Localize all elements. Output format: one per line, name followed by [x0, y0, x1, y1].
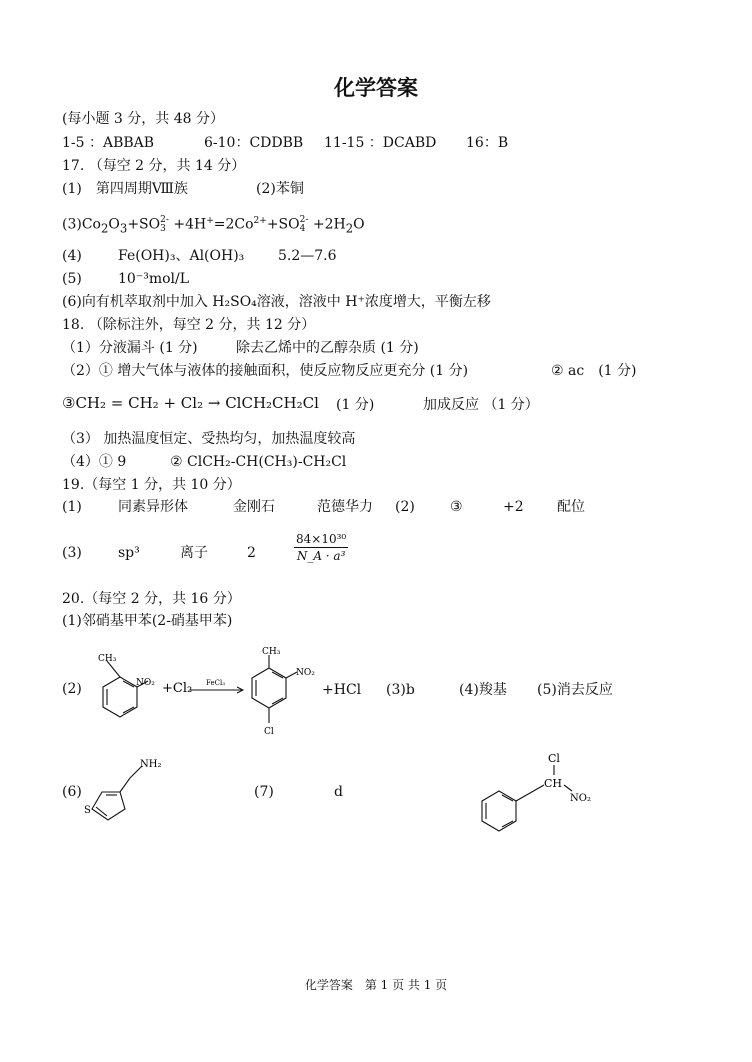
- fraction-numerator: 84×10³⁰: [296, 532, 347, 546]
- no2-label: NO₂: [296, 668, 315, 678]
- q20-answer-4: (4)羧基: [459, 682, 507, 698]
- mc-answer-16: 16：B: [466, 135, 509, 151]
- q17-answer-4: Fe(OH)₃、Al(OH)₃: [118, 248, 245, 264]
- q18-answer-3: （3） 加热温度恒定、受热均匀，加热温度较高: [62, 431, 356, 447]
- mc-answers-11-15: 11-15 ：DCABD: [324, 135, 437, 151]
- q17-answer-3-equation: [62, 212, 365, 237]
- q19-cell: (1): [62, 499, 82, 515]
- q19-cell: 同素异形体: [118, 499, 188, 515]
- q20-answer-6-label: (6): [62, 784, 82, 800]
- cl-label: Cl: [264, 727, 274, 737]
- no2-label: NO₂: [570, 793, 591, 804]
- fraction-denominator: N_A · a³: [296, 549, 346, 563]
- q17-answer-6: (6)向有机萃取剂中加入 H₂SO₄溶液，溶液中 H⁺浓度增大，平衡左移: [62, 294, 491, 310]
- eq-part: +4H: [168, 216, 207, 233]
- q19-cell: 金刚石: [233, 499, 275, 515]
- q18-answer-2a: （2）① 增大气体与液体的接触面积，使反应物反应更充分 (1 分): [62, 363, 469, 379]
- q19-number: 2: [247, 545, 256, 561]
- eq-charge: 2+: [253, 216, 267, 226]
- q20-answer-7-label: (7): [254, 784, 274, 800]
- q19-cell: (2): [395, 499, 415, 515]
- hcl-product: +HCl: [322, 682, 362, 698]
- eq-part: =2Co: [213, 216, 254, 233]
- q19-crystal-type: 离子: [180, 545, 208, 561]
- ch3-label: CH₃: [98, 654, 117, 664]
- eq-part: O: [353, 216, 365, 233]
- q18-equation-points: (1 分): [336, 397, 375, 413]
- q18-answer-1a: （1）分液漏斗 (1 分): [62, 340, 198, 356]
- eq-part: +SO: [127, 216, 161, 233]
- eq-part: +SO: [266, 216, 300, 233]
- eq-part: O: [108, 216, 120, 233]
- page-footer: 化学答案 第 1 页 共 1 页: [304, 978, 448, 992]
- q18-answer-1b: 除去乙烯中的乙醇杂质 (1 分): [236, 340, 419, 356]
- mc-answers-1-5: 1-5 ：ABBAB: [62, 135, 155, 151]
- chlorine-reagent: +Cl₂: [162, 681, 193, 696]
- thiophene-methylamine-structure: [80, 752, 170, 827]
- q20-answer-1: (1)邻硝基甲苯(2-硝基甲苯): [62, 613, 233, 629]
- page-title: 化学答案: [334, 76, 418, 100]
- eq-part: +2H: [308, 216, 346, 233]
- q18-answer-equation: ③CH₂ = CH₂ + Cl₂ → ClCH₂CH₂Cl: [62, 394, 319, 412]
- o-nitrotoluene-structure: [103, 661, 148, 717]
- q17-answer-1: (1) 第四周期Ⅷ族: [62, 181, 188, 197]
- eq-sub: 2: [100, 221, 109, 236]
- section-intro: (每小题 3 分，共 48 分）: [62, 111, 224, 127]
- eq-charge: 2-: [160, 214, 169, 225]
- ch-label: CH: [544, 777, 563, 790]
- eq-sub: 4: [299, 223, 306, 234]
- q19-cell: +2: [503, 499, 524, 515]
- q20-answer-5: (5)消去反应: [537, 682, 613, 698]
- no2-label: NO₂: [136, 678, 155, 688]
- q19-cell: 范德华力: [317, 499, 373, 515]
- eq-charge: +: [206, 216, 214, 226]
- q19-cell: 配位: [557, 499, 585, 515]
- q17-header: 17. （每空 2 分，共 14 分）: [62, 158, 246, 174]
- q17-answer-4-range: 5.2—7.6: [278, 248, 337, 264]
- q20-answer-2-label: (2): [62, 681, 82, 697]
- eq-sub: 2: [345, 221, 354, 236]
- q18-header: 18. （除标注外，每空 2 分，共 12 分）: [62, 317, 316, 333]
- q17-answer-5-label: (5): [62, 271, 82, 287]
- q19-hybridization: sp³: [118, 545, 140, 561]
- q20-answer-3: (3)b: [386, 682, 415, 698]
- q17-answer-5: 10⁻³mol/L: [118, 271, 190, 287]
- sulfur-label: S: [84, 805, 91, 816]
- q18-answer-2b: ② ac (1 分): [551, 363, 637, 379]
- density-fraction: [294, 532, 348, 563]
- q18-answer-4a: （4）① 9: [62, 454, 127, 470]
- q19-cell: ③: [450, 499, 463, 515]
- eq-sub: 3: [160, 223, 166, 234]
- eq-sub: 3: [119, 221, 128, 236]
- eq-part: (3)Co: [62, 216, 101, 233]
- q17-answer-2: (2)苯铜: [256, 181, 304, 197]
- catalyst-label: FeCl₃: [206, 679, 226, 687]
- q18-answer-4b: ② ClCH₂-CH(CH₃)-CH₂Cl: [170, 454, 347, 470]
- ch3-label: CH₃: [262, 647, 281, 657]
- q18-reaction-type: 加成反应 （1 分）: [423, 397, 539, 413]
- mc-answers-6-10: 6-10：CDDBB: [204, 135, 304, 151]
- nh2-label: NH₂: [140, 759, 162, 770]
- cl-label: Cl: [548, 752, 560, 765]
- q20-answer-7: d: [334, 784, 343, 800]
- product-structure: [252, 655, 297, 723]
- q19-header: 19.（每空 1 分，共 10 分）: [62, 477, 241, 493]
- q20-header: 20.（每空 2 分，共 16 分）: [62, 591, 241, 607]
- q17-answer-4-label: (4): [62, 248, 82, 264]
- eq-charge: 2-: [299, 214, 309, 225]
- reaction-arrow: [190, 687, 243, 693]
- q19-answer-3-label: (3): [62, 545, 82, 561]
- alpha-chloro-nitrotoluene-structure: [470, 745, 620, 835]
